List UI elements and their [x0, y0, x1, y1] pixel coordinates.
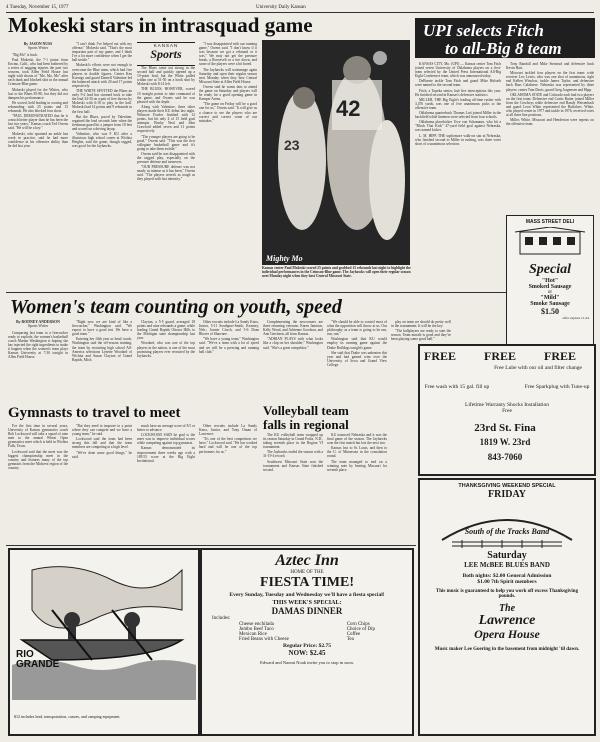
gymnasts-col-3: much have an average score of 8.5 or better to advance. LOCKWOOD SAID he goal is the meet was to improve individual scores while competing against top gymnasts. Kansas demonstrated its improvement three weeks ago with a 189.55 score at the Big Eight Invitational.	[137, 424, 195, 463]
tracks-footer: Music maker Lee Goering in the basement from midnight 'til dawn.	[434, 647, 580, 652]
gymnasts-headline: Gymnasts to travel to meet	[8, 405, 181, 421]
aztec-address: Edward and Naomi Noak invite you to stop in soon.	[260, 660, 354, 665]
fina-address: 1819 W. 23rd	[479, 437, 531, 447]
aztec-price-regular: Regular Price: $2.75	[282, 643, 331, 649]
gymnasts-col-4: Other recruits include La Sandy Knox, Junior, and Tony Oman of Lawrence. "It's one of the best competitors we have," Lockwood said. "He has worked hard and will be one of the top performers for us."	[199, 424, 257, 454]
aztec-days: Every Sunday, Tuesday and Wednesday we'll have a fiesta special!	[229, 592, 385, 598]
volleyball-headline: Volleyball team	[263, 403, 349, 418]
section-rule	[6, 292, 506, 293]
tracks-admission: Both nights: $2.00 General Admission	[462, 573, 552, 579]
women-col-7: play on team we should do pretty well in the tournament. It will be the key. "The ballplayers are ready to start the season. Team morale is good and they've been playing some good ball."	[391, 320, 451, 342]
mokeski-col-3: The Blues came out strong in the second half and quickly opened up a 10-point lead, but the White pulled within one at 51-50 on a hook shot by Mokeski with 8:14 left. THE BLUES, HOWEVER, scored 10 straight points to take command of the game, and Owens said he was pleased with the depth. Along with Valentine, three other players made their KU debut last night. Wilmore Fowler finished with 12 points, but hit only 4 of 15 field goal attempts. Booby Neal and John Crawford added seven and 11 points respectively. "The younger players are going to be good," Owens said. "This was the first collegiate basketball game and it's going to take them awhile." Owens said he was disappointed with the ragged play, especially on the pressure defense and turnovers. "OUR PRESSURE defense was not nearly as intense as it has been," Owens said. "The players weren't as tough as they played with last intensity."	[137, 66, 195, 182]
aztec-title: Aztec Inn	[275, 552, 339, 569]
opera-house-ad	[418, 478, 596, 736]
mokeski-headline: Mokeski stars in intrasquad game	[8, 13, 313, 37]
fina-phone: 843-7060	[487, 452, 523, 462]
upi-headline: UPI selects Fitch	[423, 21, 544, 40]
aztec-inn-ad	[200, 548, 414, 736]
deli-or: or	[547, 290, 553, 295]
tracks-members: $1.00 7th Spirit members	[477, 579, 537, 585]
deli-hot: "Hot"	[541, 278, 559, 284]
aztec-dinner: DAMAS DINNER	[271, 606, 343, 616]
svg-text:42: 42	[336, 96, 361, 121]
deli-special: Special	[529, 262, 571, 277]
women-col-6: "We should be able to control most of what the opposition will throw at us. Our philosophy as a team is going to be run, run, run." Washington said that KU would employ its running game against the Drake Bulldogs tonight's game. She said that Drake was unbeaten this year and had gained wins over the University of Iowa and Grand View College.	[327, 320, 387, 367]
upi-headline-2: to all-Big 8 team	[445, 39, 562, 58]
tracks-blues: LEE McBEE BLUES BAND	[464, 561, 550, 569]
deli-mild: "Mild"	[540, 295, 560, 301]
upi-col-2: Tony Randall and Mike Stensrud and defensive back Kevin Hart. Missouri tackled four players on the first team: wide receiver Leo Lewis, who was one shot of unanimous, tight end Kellen Winslow, tackle James Taylor, and defensive back Russ Calabrese. Nebraska was represented by three players: center Tom Davis, guard Greg Jorgensen and Hipp. OKLAHOMA STATE and Colorado each had two players on the first team. Defensive end Curtis Ruiter joined Miller from the Cowboys while defensive end Randy Weisenbach and guard Leon White represented the Buffaloes. White, who played center in 1977 and tackle in 1976, received votes at all three line positions. Miller, White, Missouri and Henderson were repeats on the offensive team.	[506, 62, 594, 127]
women-col-2: "Right now we are kind of like a firecracker," Washington said. "We expect to have a good test. We have a good team." Entering her fifth year as head coach, Washington said the off-season training, the team by recruiting high school All-America selections Lynette Woodard of Wichita and Susan Clayton of Grand Rapids, Mich.	[72, 320, 132, 362]
volleyball-headline-2: falls in regional	[263, 417, 349, 432]
volleyball-col-1: The KU volleyball team wrapped up its season Saturday in Grand Forks, N.D., taking seventh place in the Region VI tournament. The Jayhawks ended the season with a 31-19-4 record. Southwest Missouri State won the tournament and Kansas State finished second.	[263, 433, 323, 472]
deli-offer: offer expires 11-24	[562, 316, 589, 320]
header-date: 4 Tuesday, November 15, 1977	[6, 5, 69, 10]
aztec-fiesta: FIESTA TIME!	[259, 575, 354, 590]
aztec-price-now: NOW: $2.45	[288, 649, 326, 657]
deli-smoked-1: Smoked Sausage	[528, 284, 572, 290]
rio-line-2: GRANDE	[16, 659, 60, 670]
mokeski-col-1: By JASON NUSS Sports Writer "Big Mo" is back. Paul Mokeski, the 7-1 junior from Encino, Calif., who had been bothered by a series of nagging injuries the past two seasons, took Allen Field House last night with shouts of "Mo, Mo, Mo" after each dunk and blocked shot in the annual Crimson-Blue game. Mokeski played for the Whites, who lost to the Blues 85-80, but they did not dampen his performance. He scored, held leading in scoring and rebounding with 25 points and 15 rebounds. He also blocked four shots. "PAUL DEMONSTRATED that he is a much better player than he has been the last two years," Kansas coach Ted Owens said. "He will be a key." Mokeski, who sprained an ankle last week in practice, said he had more confidence in his offensive ability than he did last year.	[8, 42, 68, 148]
kansan-sports-logo: KANSAN Sports	[137, 42, 195, 66]
free-offer-sparkplug: Free Sparkplug with Tune-up	[524, 384, 590, 390]
opera-logo-3: Opera House	[474, 627, 540, 641]
deli-title: MASS STREET DELI	[525, 219, 575, 225]
free-offer-lube: Free Lube with our oil and filter change	[494, 365, 582, 371]
mokeski-photo	[262, 40, 410, 265]
volleyball-col-2: KU trounced Nebraska and it was the final game of the season. The Jayhawks won the first match but lost the next two. Kansas lost to St. Louis, and then to the U. of Minnesota in the consolation round. The team managed to end on a winning note by beating Missouri for seventh place.	[327, 433, 387, 472]
aztec-left-items: Cheese enchilada Jumbo Beef Taco Mexican Rice Fried Beans with Cheese	[238, 622, 289, 642]
tracks-music-note: This music is guaranteed to help you work off excess Thanksgiving pounds.	[435, 589, 579, 599]
tracks-friday: FRIDAY	[488, 489, 526, 500]
gymnasts-col-1: For the first time in several years, University of Kansas gymnastics coach Bob Lockwood will take a squad of nine men to the annual Wheat Open gymnastics meet which is held in Wichita Falls, Texas. Lockwood said that the meet was the biggest championship meet in the country and features many of the top gymnasts from the Midwest region of the country.	[8, 424, 68, 470]
mokeski-col-2: "I can't think I've helped out with my offense," Mokeski said. "That's the most important part of my game, and I think I've a lot more confidence when I get the ball inside." Mokeski's efforts were not enough to overcome the Blue team, which had five players in double figures. Center Ken Koenigs and guard Darnell Valentine led the balanced attack with 20 and 17 points respectively. THE WHITE SPOTTED the Blues an early 9-2 lead but stormed back to take the lead 34-30 on a pair of free throws by Mokeski with 6:18 to play in the half. Mokeski had 14 points and 9 rebounds in the first half. But the Blues, paced by Valentine, regained the lead seconds later when the freshman guard hit a jumper from 18 feet and scored on a driving layup. Valentine, who was 9 KU after a illustrious high school career at Wichita Heights, said the game, though ragged, was good for the Jayhawks.	[72, 42, 132, 149]
free-2: FREE	[484, 349, 517, 363]
aztec-special-title: THIS WEEK'S SPECIAL:	[272, 600, 342, 606]
upi-col-1: KANSAS CITY, Mo. (UPI) — Kansas center Tom Fitch joined seven University of Oklahoma players on a first-team selected by the United Press International All-Big Eight Conference team, which was announced today. DeBoerte tackle Tom Fitch and guard Mike Hulseth were named to the second team. Fitch, a Topeka senior, had five interceptions this year. He finished second in Kansas's defensive statistics. MILLER, THE Big Eight's leading all-time rusher with 3,476 yards, was one of five unanimous picks to the offensive team. Oklahoma quarterback Thomas Lott joined Miller in the backfield while linemen were selected from four schools. Oklahoma placekicker Uwe von Schamann, who hit a "Block That Kick" 47-yard field goal against Nebraska, was named kicker. L. M. HIPP, THE sophomore walk-on star at Nebraska, who finished second to Miller in rushing, was three votes short of a unanimous selection.	[415, 62, 501, 146]
upi-headline-box	[415, 18, 595, 58]
rio-grande-ad	[8, 548, 200, 736]
rio-line-1: RIO	[16, 649, 34, 660]
deli-building-icon	[515, 227, 585, 257]
free-1: FREE	[424, 349, 457, 363]
fina-name: 23rd St. Fina	[474, 422, 536, 434]
deli-smoked-2: Smoke Sausage	[530, 301, 570, 307]
aztec-right-items: Corn Chips Choice of Dip Coffee Tea	[346, 622, 376, 642]
free-3: FREE	[544, 349, 577, 363]
section-rule-2	[6, 545, 416, 546]
aztec-includes: Includes:	[212, 616, 231, 621]
opera-logo-2: Lawrence	[478, 613, 536, 628]
gymnasts-col-2: "But they need to improve to a point where they can compete and we have a young team," he said. Lockwood said the team had been strong this fall and that the team members are competing at a high level. "We've done some good things," he said.	[72, 424, 132, 459]
fina-free-ad	[418, 344, 596, 476]
page-header	[6, 3, 594, 13]
tracks-top: THANKSGIVING WEEKEND SPECIAL	[458, 483, 556, 489]
women-col-4: Other recruits include La Sandy Knox, Junior, 5-11 Southport-Smith, Kearney, Neb.; Jonnie Cirsch, and 5-6 Dean Rhorer of Shawnee. "We have a young team," Washington said. "We've a team with a lot of speed and we will be a pressing and running ball club."	[199, 320, 259, 354]
aztec-subtitle: HOME OF THE	[290, 570, 324, 575]
tracks-band-name: South of the Tracks Band	[464, 527, 550, 536]
svg-text:23: 23	[284, 137, 300, 153]
header-paper: University Daily Kansan	[256, 5, 306, 10]
basketball-players-illustration	[262, 40, 410, 265]
women-col-3: Clayton, a 5-5 guard, averaged 18 points and nine rebounds a game, while leading Grand Rapids Ottawa Hills to the Michigan state championship last year. Woodard, who was one of the top players in the nation, is one of the most promising players ever recruited by the Jayhawks.	[137, 320, 195, 358]
canoe-illustration	[12, 550, 196, 700]
free-offer-wash: Free wash with 15 gal. fill up	[424, 384, 490, 390]
mokeski-caption: Kansas center Paul Mokeski scored 25 points and grabbed 15 rebounds last night to highlight the individual performances in the Crimson-Blue game. The Jayhawks will open their regular season next Monday night when they host Central Missouri State.	[262, 266, 411, 279]
tracks-band-logo	[432, 500, 582, 550]
women-col-5: Complementing the newcomers are three returning veterans: Karen Jamison, Kelly Wood, and Adrienne Goodson, and Ann Gerritzen, all from Kansas. "ADRIAN PLAYS with what looks like a chip on her shoulder," Washington said. "She's a great competitor."	[263, 320, 323, 350]
photo-label: Mighty Mo	[266, 254, 303, 263]
women-col-1: By RODNEY ANDERSON Sports Writer Comparing last team to a firecracker ready to explode, the women's basketball coach Marian Washington is hoping she has injected the right ingredients to make it happen when the women's team plays Kansas University at 7:30 tonight in Allen Field House.	[8, 320, 68, 360]
mokeski-col-4: "I was disappointed with our running game," Owens said. "I don't know if it was because we got a rebound or it was." We may not get the pressure break, a Roosevelt or a tire down, and some of the players were a bit bored. The Jayhawks will scrimmage again Saturday and open their regular season next Monday when they host Central Missouri State at Allen Field House. Owens said he wants fans to attend the game on Saturday and players will be ready for a good opening game in Kemper Arena. "The game on Friday will be a good one for us," Owens said. "It will give us a chance to see the players who are correct and correct some of our mistakes."	[199, 42, 257, 123]
opera-logo-1: The	[498, 603, 516, 614]
mass-street-deli-ad	[506, 215, 594, 345]
free-warranty: Lifetime Warranty Shocks Installation Free	[465, 402, 549, 414]
deli-price: $1.50	[541, 307, 559, 316]
tracks-saturday: Saturday	[487, 550, 527, 561]
rio-footer: $12 includes lead, transportation, canoes, and camping equipment.	[14, 714, 121, 719]
women-headline: Women's team counting on youth, speed	[10, 296, 342, 318]
